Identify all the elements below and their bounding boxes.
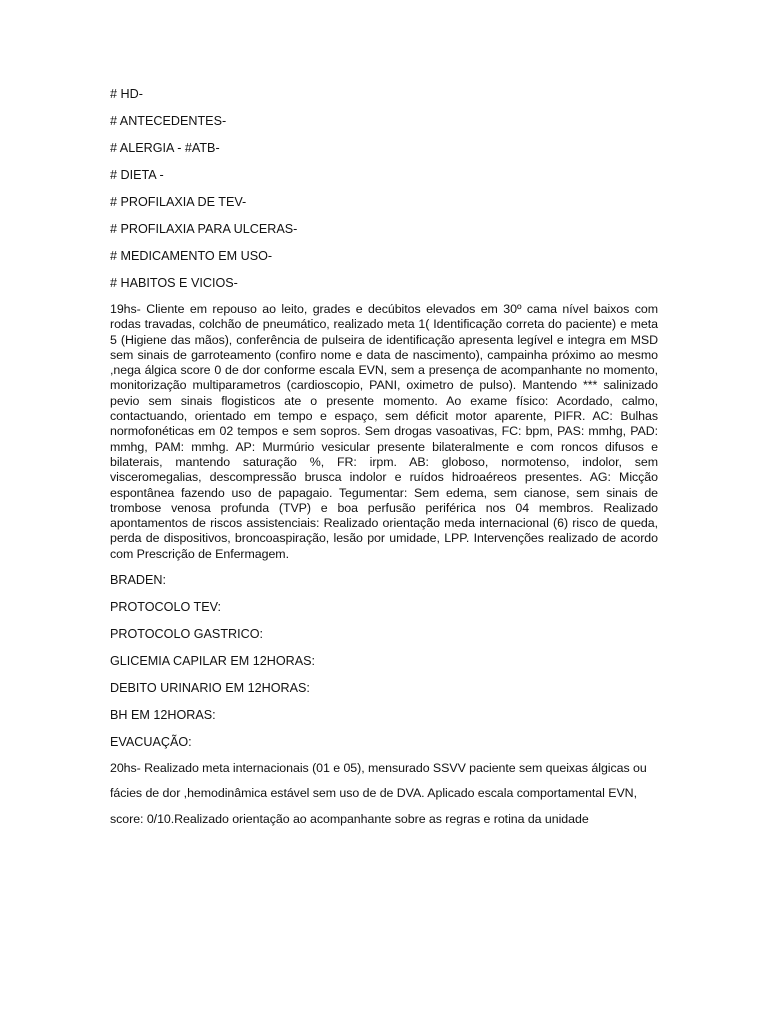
section-protocolo-tev: PROTOCOLO TEV: (110, 600, 222, 615)
header-profilaxia-ulceras: # PROFILAXIA PARA ULCERAS- (110, 222, 298, 236)
note-20hs-line-2: fácies de dor ,hemodinâmica estável sem uso de de DVA. Aplicado escala comportamental EVN, (110, 786, 637, 801)
note-20hs-line-1: 20hs- Realizado meta internacionais (01 e 05), mensurado SSVV paciente sem queixas álgicas ou (110, 761, 647, 776)
section-protocolo-gastrico: PROTOCOLO GASTRICO: (110, 627, 264, 642)
section-bh: BH EM 12HORAS: (110, 708, 216, 723)
section-debito-urinario: DEBITO URINARIO EM 12HORAS: (110, 681, 310, 696)
header-antecedentes: # ANTECEDENTES- (110, 114, 227, 128)
header-dieta: # DIETA - (110, 168, 164, 182)
section-braden: BRADEN: (110, 573, 166, 588)
header-profilaxia-tev: # PROFILAXIA DE TEV- (110, 195, 247, 209)
note-19hs-paragraph: 19hs- Cliente em repouso ao leito, grades e decúbitos elevados em 30º cama nível baixos com rodas travadas, colchão de pneumático, realizado meta 1( Identificação correta do paciente) e meta 5 (Higiene das mãos), conferência de pulseira de identificação apresenta legível e integra em MSD sem sinais de garroteamento (confiro nome e data de nascimento), campainha próximo ao mesmo ,nega álgica score 0 de dor conforme escala EVN, sem a presença de acompanhante no momento, monitorização multiparametros (cardioscopio, PANI, oximetro de pulso). Mantendo *** salinizado pevio sem sinais flogisticos ate o presente momento. Ao exame físico: Acordado, calmo, contactuando, orientado em tempo e espaço, sem déficit motor aparente, PIFR. AC: Bulhas normofonéticas em 02 tempos e sem sopros. Sem drogas vasoativas, FC: bpm, PAS: mmhg, PAD: mmhg, PAM: mmhg. AP: Murmúrio vesicular presente bilateralmente e com roncos difusos e bilaterais, mantendo saturação %, FR: irpm. AB: globoso, normotenso, indolor, sem visceromegalias, descompressão brusca indolor e ruídos hidroaéreos presentes. AG: Micção espontânea fazendo uso de papagaio. Tegumentar: Sem edema, sem cianose, sem sinais de trombose venosa profunda (TVP) e boa perfusão periférica nos 04 membros. Realizado apontamentos de riscos assistenciais: Realizado orientação meda internacional (6) risco de queda, perda de dispositivos, broncoaspiração, lesão por umidade, LPP. Intervenções realizado de acordo com Prescrição de Enfermagem. (110, 302, 658, 561)
section-evacuacao: EVACUAÇÃO: (110, 735, 192, 750)
note-20hs-line-3: score: 0/10.Realizado orientação ao acompanhante sobre as regras e rotina da unidade (110, 811, 589, 826)
header-medicamento: # MEDICAMENTO EM USO- (110, 249, 273, 263)
header-habitos: # HABITOS E VICIOS- (110, 276, 238, 290)
section-glicemia: GLICEMIA CAPILAR EM 12HORAS: (110, 654, 316, 669)
header-hd: # HD- (110, 87, 143, 101)
header-alergia: # ALERGIA - #ATB- (110, 141, 220, 155)
document-page (110, 86, 658, 837)
